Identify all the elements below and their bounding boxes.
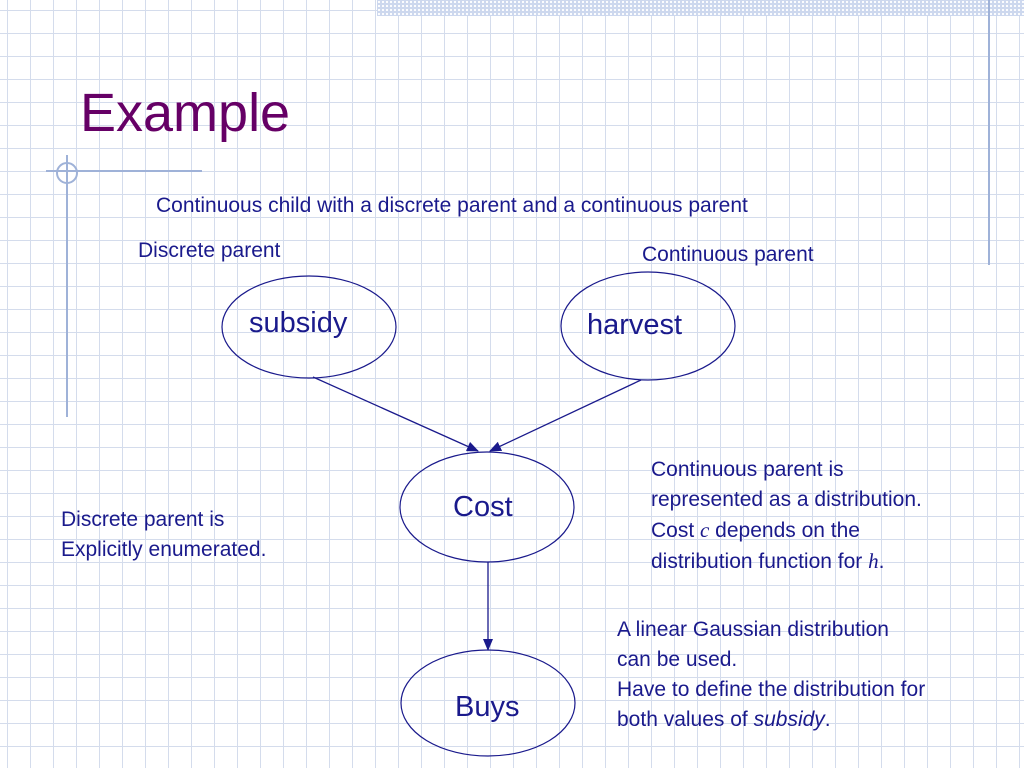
discrete-note-line-1: Discrete parent is xyxy=(61,508,225,531)
gaussian-note-line-4: both values of subsidy. xyxy=(617,708,831,731)
continuous-note-line-1: Continuous parent is xyxy=(651,458,844,481)
gaussian-note-line-2: can be used. xyxy=(617,648,738,671)
variable-h: h xyxy=(868,549,879,573)
continuous-parent-note xyxy=(651,455,922,577)
continuous-parent-label: Continuous parent xyxy=(642,243,814,266)
gaussian-note-line-3: Have to define the distribution for xyxy=(617,678,926,701)
gaussian-note xyxy=(617,615,925,735)
discrete-parent-note xyxy=(61,505,266,565)
node-cost-label: Cost xyxy=(453,491,513,523)
edge-subsidy-to-cost xyxy=(313,377,478,451)
slide-title: Example xyxy=(80,83,291,143)
edge-harvest-to-cost xyxy=(490,380,641,451)
variable-subsidy: subsidy xyxy=(753,708,825,731)
node-harvest-label: harvest xyxy=(587,309,683,341)
continuous-note-line-4: distribution function for h. xyxy=(651,549,885,573)
variable-c: c xyxy=(700,518,710,542)
slide-subtitle: Continuous child with a discrete parent and a continuous parent xyxy=(156,194,748,217)
node-subsidy-label: subsidy xyxy=(249,307,348,339)
discrete-note-line-2: Explicitly enumerated. xyxy=(61,538,267,561)
node-buys-label: Buys xyxy=(455,691,520,723)
discrete-parent-label: Discrete parent xyxy=(138,239,281,262)
gaussian-note-line-1: A linear Gaussian distribution xyxy=(617,618,889,641)
continuous-note-line-3: Cost c depends on the xyxy=(651,518,860,542)
continuous-note-line-2: represented as a distribution. xyxy=(651,488,922,511)
